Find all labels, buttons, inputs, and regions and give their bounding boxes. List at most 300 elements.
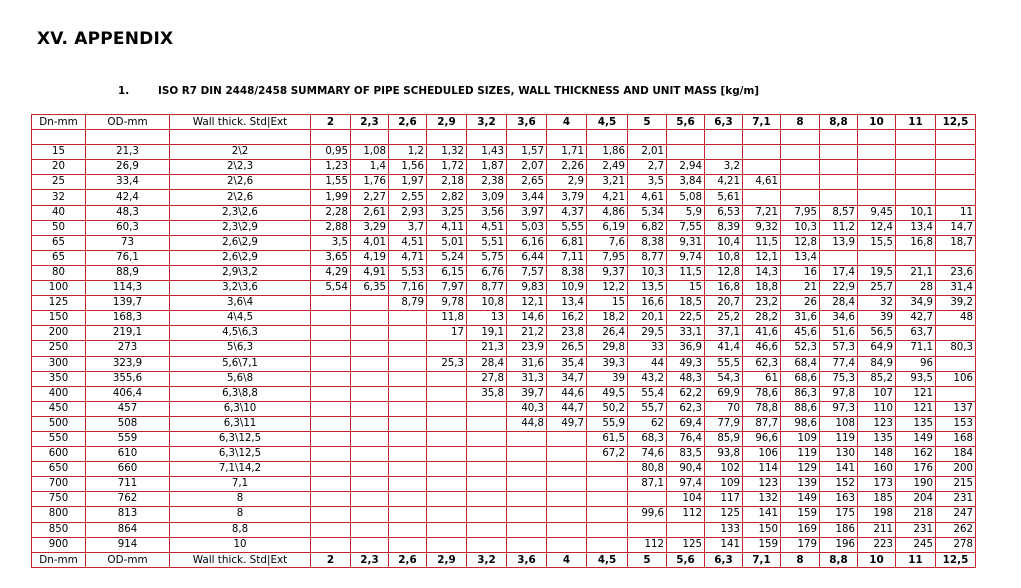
mass-cell — [936, 250, 976, 265]
mass-cell — [351, 371, 389, 386]
od-cell: 273 — [86, 341, 170, 356]
mass-cell: 31,6 — [781, 311, 820, 326]
mass-cell: 1,87 — [467, 160, 507, 175]
od-cell: 60,3 — [86, 220, 170, 235]
header-wall-size: 3,6 — [507, 552, 547, 567]
header-wall-size: 3,2 — [467, 115, 507, 130]
mass-cell: 52,3 — [781, 341, 820, 356]
header-dn: Dn-mm — [32, 552, 86, 567]
spacer-cell — [667, 130, 705, 145]
mass-cell: 4,01 — [351, 235, 389, 250]
wall-thickness-cell: 8,8 — [170, 522, 311, 537]
mass-cell: 44 — [628, 356, 667, 371]
table-row — [32, 311, 976, 326]
mass-cell: 68,3 — [628, 431, 667, 446]
spacer-cell — [507, 130, 547, 145]
mass-cell: 1,72 — [427, 160, 467, 175]
mass-cell: 39,2 — [936, 296, 976, 311]
wall-thickness-cell: 2,6\2,9 — [170, 235, 311, 250]
mass-cell: 5,24 — [427, 250, 467, 265]
mass-cell: 18,5 — [667, 296, 705, 311]
mass-cell — [507, 537, 547, 552]
mass-cell: 119 — [781, 447, 820, 462]
mass-cell: 14,3 — [743, 265, 781, 280]
header-dn: Dn-mm — [32, 115, 86, 130]
od-cell: 139,7 — [86, 296, 170, 311]
table-row — [32, 296, 976, 311]
mass-cell — [507, 477, 547, 492]
header-wall-size: 6,3 — [705, 115, 743, 130]
mass-cell: 10,1 — [896, 205, 936, 220]
dn-cell: 700 — [32, 477, 86, 492]
mass-cell — [427, 401, 467, 416]
mass-cell: 28,4 — [467, 356, 507, 371]
mass-cell — [743, 190, 781, 205]
mass-cell: 23,6 — [936, 265, 976, 280]
header-wall-size: 11 — [896, 115, 936, 130]
spacer-cell — [427, 130, 467, 145]
mass-cell: 1,4 — [351, 160, 389, 175]
mass-cell: 175 — [820, 507, 858, 522]
dn-cell: 900 — [32, 537, 86, 552]
mass-cell — [427, 447, 467, 462]
mass-cell: 85,9 — [705, 431, 743, 446]
wall-thickness-cell: 8 — [170, 507, 311, 522]
dn-cell: 100 — [32, 281, 86, 296]
mass-cell: 93,5 — [896, 371, 936, 386]
od-cell: 762 — [86, 492, 170, 507]
mass-cell: 21,3 — [467, 341, 507, 356]
mass-cell: 3,84 — [667, 175, 705, 190]
od-cell: 457 — [86, 401, 170, 416]
mass-cell: 90,4 — [667, 462, 705, 477]
mass-cell — [587, 537, 628, 552]
header-wall-size: 5 — [628, 552, 667, 567]
mass-cell: 78,6 — [743, 386, 781, 401]
mass-cell — [311, 416, 351, 431]
mass-cell: 4,11 — [427, 220, 467, 235]
mass-cell: 200 — [936, 462, 976, 477]
mass-cell: 2,7 — [628, 160, 667, 175]
mass-cell: 23,2 — [743, 296, 781, 311]
mass-cell: 1,32 — [427, 145, 467, 160]
dn-cell: 400 — [32, 386, 86, 401]
mass-cell: 8,57 — [820, 205, 858, 220]
mass-cell — [667, 145, 705, 160]
mass-cell — [547, 537, 587, 552]
od-cell: 914 — [86, 537, 170, 552]
mass-cell: 31,3 — [507, 371, 547, 386]
mass-cell: 102 — [705, 462, 743, 477]
mass-cell — [467, 416, 507, 431]
mass-cell: 87,7 — [743, 416, 781, 431]
mass-cell — [936, 326, 976, 341]
mass-cell: 121 — [896, 386, 936, 401]
mass-cell — [507, 431, 547, 446]
od-cell: 42,4 — [86, 190, 170, 205]
mass-cell: 247 — [936, 507, 976, 522]
mass-cell: 12,1 — [507, 296, 547, 311]
mass-cell — [936, 175, 976, 190]
mass-cell: 13,4 — [896, 220, 936, 235]
mass-cell: 42,7 — [896, 311, 936, 326]
header-wall-size: 2,6 — [389, 552, 427, 567]
mass-cell: 13,5 — [628, 281, 667, 296]
mass-cell: 28,4 — [820, 296, 858, 311]
mass-cell: 4,91 — [351, 265, 389, 280]
mass-cell: 2,28 — [311, 205, 351, 220]
wall-thickness-cell: 2\2,3 — [170, 160, 311, 175]
mass-cell: 69,4 — [667, 416, 705, 431]
mass-cell: 34,7 — [547, 371, 587, 386]
mass-cell: 1,71 — [547, 145, 587, 160]
od-cell: 168,3 — [86, 311, 170, 326]
wall-thickness-cell: 8 — [170, 492, 311, 507]
mass-cell: 198 — [858, 507, 896, 522]
header-wall-size: 8,8 — [820, 115, 858, 130]
mass-cell — [705, 145, 743, 160]
mass-cell: 4,21 — [587, 190, 628, 205]
mass-cell: 62,2 — [667, 386, 705, 401]
mass-cell: 2,61 — [351, 205, 389, 220]
mass-cell — [427, 341, 467, 356]
mass-cell: 12,1 — [743, 250, 781, 265]
mass-cell: 98,6 — [781, 416, 820, 431]
mass-cell: 44,8 — [507, 416, 547, 431]
mass-cell — [858, 250, 896, 265]
mass-cell: 37,1 — [705, 326, 743, 341]
mass-cell: 4,71 — [389, 250, 427, 265]
od-cell: 610 — [86, 447, 170, 462]
mass-cell — [587, 477, 628, 492]
mass-cell: 133 — [705, 522, 743, 537]
mass-cell: 43,2 — [628, 371, 667, 386]
mass-cell: 3,44 — [507, 190, 547, 205]
mass-cell — [507, 522, 547, 537]
mass-cell — [351, 341, 389, 356]
pipe-size-table — [31, 114, 976, 568]
mass-cell: 25,2 — [705, 311, 743, 326]
header-wall-size: 12,5 — [936, 552, 976, 567]
mass-cell — [547, 462, 587, 477]
mass-cell: 10,3 — [781, 220, 820, 235]
table-row — [32, 145, 976, 160]
wall-thickness-cell: 4\4,5 — [170, 311, 311, 326]
mass-cell: 29,5 — [628, 326, 667, 341]
mass-cell: 218 — [896, 507, 936, 522]
header-wall-thickness: Wall thick. Std|Ext — [170, 552, 311, 567]
mass-cell — [427, 477, 467, 492]
mass-cell: 39 — [587, 371, 628, 386]
mass-cell: 1,08 — [351, 145, 389, 160]
mass-cell: 80,8 — [628, 462, 667, 477]
mass-cell: 21 — [781, 281, 820, 296]
dn-cell: 50 — [32, 220, 86, 235]
od-cell: 73 — [86, 235, 170, 250]
spacer-cell — [705, 130, 743, 145]
dn-cell: 25 — [32, 175, 86, 190]
mass-cell — [351, 462, 389, 477]
spacer-cell — [351, 130, 389, 145]
mass-cell: 8,77 — [467, 281, 507, 296]
mass-cell: 2,9 — [547, 175, 587, 190]
mass-cell: 162 — [896, 447, 936, 462]
header-row-top — [32, 115, 976, 130]
mass-cell: 61,5 — [587, 431, 628, 446]
mass-cell — [936, 145, 976, 160]
mass-cell — [389, 356, 427, 371]
mass-cell: 45,6 — [781, 326, 820, 341]
mass-cell — [351, 447, 389, 462]
mass-cell — [547, 477, 587, 492]
mass-cell: 78,8 — [743, 401, 781, 416]
dn-cell: 300 — [32, 356, 86, 371]
mass-cell: 48 — [936, 311, 976, 326]
mass-cell — [781, 160, 820, 175]
mass-cell: 15 — [667, 281, 705, 296]
table-row — [32, 265, 976, 280]
mass-cell — [936, 160, 976, 175]
mass-cell: 62,3 — [743, 356, 781, 371]
dn-cell: 80 — [32, 265, 86, 280]
mass-cell: 2,55 — [389, 190, 427, 205]
mass-cell: 159 — [781, 507, 820, 522]
mass-cell: 5,54 — [311, 281, 351, 296]
mass-cell — [389, 462, 427, 477]
mass-cell — [743, 160, 781, 175]
mass-cell: 96 — [896, 356, 936, 371]
mass-cell: 17,4 — [820, 265, 858, 280]
mass-cell — [467, 401, 507, 416]
mass-cell — [587, 492, 628, 507]
mass-cell: 41,6 — [743, 326, 781, 341]
header-row-bottom — [32, 552, 976, 567]
mass-cell: 106 — [743, 447, 781, 462]
mass-cell: 108 — [820, 416, 858, 431]
mass-cell: 5,08 — [667, 190, 705, 205]
mass-cell: 16,8 — [896, 235, 936, 250]
mass-cell — [467, 492, 507, 507]
mass-cell — [389, 537, 427, 552]
mass-cell: 23,9 — [507, 341, 547, 356]
caption-number: 1. — [118, 85, 130, 97]
table-row — [32, 160, 976, 175]
mass-cell: 15 — [587, 296, 628, 311]
mass-cell: 3,7 — [389, 220, 427, 235]
mass-cell — [628, 522, 667, 537]
mass-cell: 1,55 — [311, 175, 351, 190]
header-wall-size: 12,5 — [936, 115, 976, 130]
table-caption — [118, 85, 759, 97]
mass-cell: 77,9 — [705, 416, 743, 431]
mass-cell: 4,51 — [467, 220, 507, 235]
mass-cell — [628, 492, 667, 507]
table-row — [32, 477, 976, 492]
mass-cell — [667, 522, 705, 537]
mass-cell: 6,19 — [587, 220, 628, 235]
mass-cell: 77,4 — [820, 356, 858, 371]
mass-cell: 179 — [781, 537, 820, 552]
mass-cell: 13,4 — [547, 296, 587, 311]
spacer-cell — [170, 130, 311, 145]
mass-cell: 44,6 — [547, 386, 587, 401]
mass-cell: 70 — [705, 401, 743, 416]
mass-cell: 11,8 — [427, 311, 467, 326]
mass-cell — [311, 462, 351, 477]
mass-cell: 13 — [467, 311, 507, 326]
mass-cell: 231 — [896, 522, 936, 537]
mass-cell: 196 — [820, 537, 858, 552]
spacer-cell — [781, 130, 820, 145]
mass-cell: 11,5 — [667, 265, 705, 280]
mass-cell: 19,5 — [858, 265, 896, 280]
header-wall-size: 2 — [311, 552, 351, 567]
mass-cell: 8,39 — [705, 220, 743, 235]
mass-cell: 190 — [896, 477, 936, 492]
header-wall-size: 7,1 — [743, 552, 781, 567]
header-wall-size: 11 — [896, 552, 936, 567]
mass-cell: 215 — [936, 477, 976, 492]
mass-cell: 25,3 — [427, 356, 467, 371]
od-cell: 711 — [86, 477, 170, 492]
header-wall-size: 5,6 — [667, 552, 705, 567]
mass-cell: 278 — [936, 537, 976, 552]
mass-cell: 49,5 — [587, 386, 628, 401]
mass-cell: 84,9 — [858, 356, 896, 371]
dn-cell: 200 — [32, 326, 86, 341]
mass-cell — [896, 250, 936, 265]
od-cell: 26,9 — [86, 160, 170, 175]
mass-cell: 49,3 — [667, 356, 705, 371]
mass-cell: 68,4 — [781, 356, 820, 371]
mass-cell — [781, 145, 820, 160]
mass-cell: 5,61 — [705, 190, 743, 205]
mass-cell: 7,21 — [743, 205, 781, 220]
table-row — [32, 371, 976, 386]
mass-cell: 22,5 — [667, 311, 705, 326]
mass-cell: 55,5 — [705, 356, 743, 371]
mass-cell: 129 — [781, 462, 820, 477]
od-cell: 323,9 — [86, 356, 170, 371]
mass-cell: 35,4 — [547, 356, 587, 371]
wall-thickness-cell: 3,6\4 — [170, 296, 311, 311]
mass-cell: 4,21 — [705, 175, 743, 190]
mass-cell: 0,95 — [311, 145, 351, 160]
dn-cell: 450 — [32, 401, 86, 416]
mass-cell: 55,9 — [587, 416, 628, 431]
mass-cell — [389, 341, 427, 356]
mass-cell: 121 — [896, 401, 936, 416]
mass-cell — [547, 507, 587, 522]
mass-cell — [936, 190, 976, 205]
od-cell: 559 — [86, 431, 170, 446]
mass-cell — [467, 431, 507, 446]
mass-cell — [896, 160, 936, 175]
mass-cell: 9,83 — [507, 281, 547, 296]
mass-cell: 9,78 — [427, 296, 467, 311]
mass-cell: 141 — [743, 507, 781, 522]
mass-cell: 150 — [743, 522, 781, 537]
od-cell: 355,6 — [86, 371, 170, 386]
mass-cell — [351, 356, 389, 371]
mass-cell — [311, 326, 351, 341]
table-row — [32, 401, 976, 416]
mass-cell: 83,5 — [667, 447, 705, 462]
wall-thickness-cell: 6,3\12,5 — [170, 447, 311, 462]
mass-cell — [547, 522, 587, 537]
mass-cell — [389, 477, 427, 492]
mass-cell — [311, 356, 351, 371]
mass-cell — [351, 492, 389, 507]
mass-cell: 107 — [858, 386, 896, 401]
dn-cell: 550 — [32, 431, 86, 446]
header-wall-size: 5,6 — [667, 115, 705, 130]
mass-cell: 153 — [936, 416, 976, 431]
mass-cell: 8,38 — [628, 235, 667, 250]
header-wall-size: 10 — [858, 115, 896, 130]
header-wall-size: 2,3 — [351, 115, 389, 130]
mass-cell: 61 — [743, 371, 781, 386]
mass-cell: 13,4 — [781, 250, 820, 265]
dn-cell: 32 — [32, 190, 86, 205]
dn-cell: 150 — [32, 311, 86, 326]
mass-cell: 5,53 — [389, 265, 427, 280]
mass-cell — [427, 431, 467, 446]
mass-cell: 36,9 — [667, 341, 705, 356]
mass-cell: 135 — [858, 431, 896, 446]
mass-cell: 114 — [743, 462, 781, 477]
mass-cell: 15,5 — [858, 235, 896, 250]
table-row — [32, 250, 976, 265]
mass-cell: 125 — [705, 507, 743, 522]
mass-cell: 20,1 — [628, 311, 667, 326]
dn-cell: 500 — [32, 416, 86, 431]
mass-cell — [467, 447, 507, 462]
mass-cell: 3,56 — [467, 205, 507, 220]
mass-cell: 2,38 — [467, 175, 507, 190]
mass-cell: 8,38 — [547, 265, 587, 280]
mass-cell: 18,8 — [743, 281, 781, 296]
mass-cell: 11,5 — [743, 235, 781, 250]
header-wall-size: 4,5 — [587, 115, 628, 130]
mass-cell: 3,79 — [547, 190, 587, 205]
mass-cell — [351, 386, 389, 401]
mass-cell: 7,95 — [781, 205, 820, 220]
mass-cell: 2,07 — [507, 160, 547, 175]
header-wall-size: 4,5 — [587, 552, 628, 567]
mass-cell — [389, 401, 427, 416]
mass-cell: 4,61 — [743, 175, 781, 190]
mass-cell: 54,3 — [705, 371, 743, 386]
spacer-cell — [547, 130, 587, 145]
mass-cell: 48,3 — [667, 371, 705, 386]
mass-cell: 34,6 — [820, 311, 858, 326]
mass-cell: 185 — [858, 492, 896, 507]
mass-cell — [389, 416, 427, 431]
mass-cell: 6,76 — [467, 265, 507, 280]
mass-cell: 16,2 — [547, 311, 587, 326]
mass-cell: 4,37 — [547, 205, 587, 220]
mass-cell: 149 — [896, 431, 936, 446]
mass-cell — [311, 507, 351, 522]
od-cell: 88,9 — [86, 265, 170, 280]
mass-cell: 110 — [858, 401, 896, 416]
mass-cell: 76,4 — [667, 431, 705, 446]
mass-cell: 7,95 — [587, 250, 628, 265]
wall-thickness-cell: 6,3\12,5 — [170, 431, 311, 446]
dn-cell: 750 — [32, 492, 86, 507]
page-heading: XV. APPENDIX — [37, 29, 174, 49]
